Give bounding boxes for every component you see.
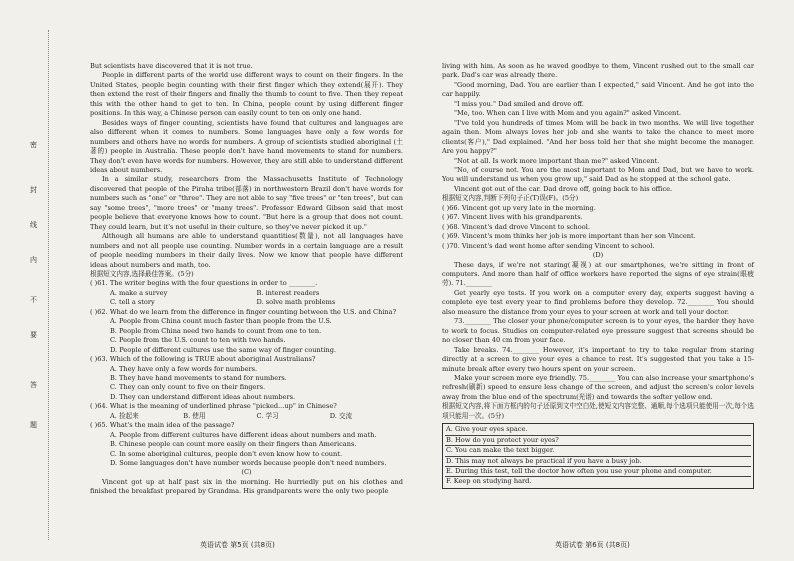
paragraph: "Me, too. When can I live with Mom and you again?" asked Vincent. xyxy=(454,109,681,118)
options-box xyxy=(442,423,754,489)
option[interactable]: A. make a survey xyxy=(110,288,168,297)
paragraph: Besides ways of finger counting, scientists have found that cultures and languages are also different when it comes to numbers. Some languages have only a few words for numbers and others have no words for numbers. A group of scientists studied aboriginal (土著的) people in Australia. These people don't have hand movements to stand for numbers. They don't even have words for numbers. However, they are still able to understand different ideas about numbers. xyxy=(90,118,403,174)
paragraph: "Not at all. Is work more important than me?" asked Vincent. xyxy=(454,156,660,165)
option[interactable]: C. In some aboriginal cultures, people don't even know how to count. xyxy=(110,449,343,458)
tf-item[interactable]: ( )66. Vincent got up very late in the morning. xyxy=(442,203,596,212)
right-column xyxy=(442,62,754,489)
option[interactable]: D. People of different cultures use the same way of finger counting. xyxy=(110,345,337,354)
option[interactable]: C. People from the U.S. count to ten with two hands. xyxy=(110,336,286,345)
option[interactable]: B. They have hand movements to stand for numbers. xyxy=(110,373,287,382)
section-instruction: 根据短文内容,判断下列句子正(T)误(F)。(5分) xyxy=(442,194,579,203)
seal-char: 密 xyxy=(30,141,37,149)
section-instruction: 根据短文内容,选择最佳答案。(5分) xyxy=(90,269,194,278)
seal-line xyxy=(48,30,49,540)
option[interactable]: B. Chinese people can count more easily on their fingers than Americans. xyxy=(110,440,357,449)
paragraph: "Good morning, Dad. You are earlier than I expected," said Vincent. And he got into the car happily. xyxy=(442,80,754,99)
paragraph: 73.________ The closer your phone/computer screen is to your eyes, the harder they have to work to focus. Studies on computer-related eye pressure suggest that screens should be no closer than 40 cm from your face. xyxy=(442,317,754,345)
tf-item[interactable]: ( )68. Vincent's dad drove Vincent to school. xyxy=(442,222,590,231)
paragraph: Make your screen more eye friendly. 75.________ You can also increase your smartphone's refresh(刷新) speed to ensure less change of the screen, and adjust the screen's color levels away from the blue end of the spectrum(光谱) and towards the softer yellow end. xyxy=(442,373,754,401)
section-instruction: 根据短文内容,将下面方框内的句子还原到文中空白处,使短文内容完整、通顺,每个选项只能使用一次,每个选项只能用一次。(5分) xyxy=(442,402,754,420)
seal-char: 题 xyxy=(30,421,37,429)
box-option[interactable]: E. During this test, tell the doctor how often you use your phone and computer. xyxy=(445,467,751,477)
paragraph: living with him. As soon as he waved goodbye to them, Vincent rushed out to the small car park. Dad's car was already there. xyxy=(442,62,754,80)
paragraph: Although all humans are able to understand quantities(数量), not all languages have numbers and not all people use counting. Number words in a certain language are a result of people needing numbers in their daily lives. Now we know that people have different ideas about numbers and math, too. xyxy=(90,232,403,269)
section-heading: (D) xyxy=(592,251,604,260)
page-footer: 英语试卷 第5页 (共8页) xyxy=(200,541,275,549)
seal-char: 不 xyxy=(30,296,37,304)
option[interactable]: A. They have only a few words for numbers. xyxy=(110,364,258,373)
paragraph: Take breaks. 74.________ However, it's important to try to take regular from staring directly at a screen to give your eyes a chance to rest. It's suggested that you take a 15-minute break after every two hours spent on your screen. xyxy=(442,345,754,373)
paragraph: In a similar study, researchers from the Massachusetts Institute of Technology discovered that people of the Piraha tribe(部落) in northwestern Brazil don't have words for numbers such as "one" or "three". They are not able to say "five trees" or "ten trees", but can say "some trees", "more trees" or "many trees". Professor Edward Gibson said that most people believe that everyone knows how to count. "But here is a group that does not count. They could learn, but it's not useful in their culture, so they've never picked it up." xyxy=(90,175,403,231)
question-61: ( )61. The writer begins with the four questions in order to ________. xyxy=(90,279,318,288)
question-63: ( )63. Which of the following is TRUE about aboriginal Australians? xyxy=(90,355,316,364)
option[interactable]: D. solve math problems xyxy=(256,298,336,307)
option[interactable]: A. 捡起来 xyxy=(110,411,139,420)
option[interactable]: C. tell a story xyxy=(110,298,155,307)
option[interactable]: D. 交流 xyxy=(329,411,353,420)
option[interactable]: B. 使用 xyxy=(183,411,206,420)
box-option[interactable]: C. You can make the text bigger. xyxy=(445,446,751,456)
seal-char: 答 xyxy=(30,381,37,389)
option[interactable]: B. interest readers xyxy=(256,288,320,297)
question-62: ( )62. What do we learn from the difference in finger counting between the U.S. and China? xyxy=(90,307,397,316)
seal-char: 封 xyxy=(30,186,37,194)
option[interactable]: B. People from China need two hands to count from one to ten. xyxy=(110,326,322,335)
options-row xyxy=(90,289,403,298)
paragraph: Vincent got out of the car. Dad drove off, going back to his office. xyxy=(454,184,673,193)
question-65: ( )65. What's the main idea of the passage? xyxy=(90,421,235,430)
paragraph: Vincent got up at half past six in the morning. He hurriedly put on his clothes and finished the breakfast prepared by Grandma. His grandparents were the only two people xyxy=(90,477,403,496)
seal-char: 要 xyxy=(30,331,37,339)
box-option[interactable]: B. How do you protect your eyes? xyxy=(445,436,751,446)
box-option[interactable]: D. This may not always be practical if you have a busy job. xyxy=(445,457,751,467)
paragraph: "No, of course not. You are the most important to Mom and Dad, but we have to work. You will understand us when you grow up," said Dad as he stopped at the school gate. xyxy=(442,165,754,184)
page-footer: 英语试卷 第6页 (共8页) xyxy=(555,541,630,549)
paragraph: People in different parts of the world use different ways to count on their fingers. In the United States, people begin counting with their first finger which they extend(展开). They then extend the rest of their fingers and finally the thumb to count to five. Then they repeat this with the other hand to get to ten. In China, people count by using different finger positions. In this way, a Chinese person can easily count to ten on only one hand. xyxy=(90,71,403,118)
box-option[interactable]: F. Keep on studying hard. xyxy=(446,477,532,486)
paragraph: These days, if we're not staring(凝视) at our smartphones, we're sitting in front of computers. And more than half of office workers have reported the signs of eye strain(眼疲劳). 71.________ xyxy=(442,260,754,288)
seal-char: 线 xyxy=(30,221,37,229)
option[interactable]: C. They can only count to five on their fingers. xyxy=(110,383,266,392)
left-column xyxy=(90,62,403,497)
option[interactable]: A. People from China count much faster than people from the U.S. xyxy=(110,317,332,326)
paragraph: But scientists have discovered that it is not true. xyxy=(90,62,253,70)
option[interactable]: D. They can understand different ideas about numbers. xyxy=(110,392,296,401)
options-row xyxy=(90,412,403,421)
paragraph: "I miss you." Dad smiled and drove off. xyxy=(454,99,584,108)
option[interactable]: C. 学习 xyxy=(256,411,279,420)
tf-item[interactable]: ( )69. Vincent's mom thinks her job is more important than her son Vincent. xyxy=(442,232,696,241)
option[interactable]: D. Some languages don't have number words because people don't need numbers. xyxy=(110,459,387,468)
options-row xyxy=(90,298,403,307)
paragraph: "I've told you hundreds of times Mom will be back in two months. We will live together again then. Mom always loves her job and she wants to take the chance to meet more clients(客户)," Dad explained. "And her boss told her that she might become the manager. Are you happy?" xyxy=(442,118,754,156)
seal-char: 内 xyxy=(30,256,37,264)
paragraph: Get yearly eye tests. If you work on a computer every day, experts suggest having a complete eye test every year to find problems before they develop. 72.________ You should also measure the distance from your eyes to your screen at work and tell your doctor. xyxy=(442,288,754,316)
tf-item[interactable]: ( )67. Vincent lives with his grandparents. xyxy=(442,213,583,222)
box-option[interactable]: A. Give your eyes space. xyxy=(445,425,751,435)
tf-item[interactable]: ( )70. Vincent's dad went home after sending Vincent to school. xyxy=(442,241,655,250)
question-64: ( )64. What is the meaning of underlined phrase "picked...up" in Chinese? xyxy=(90,402,337,411)
section-heading: (C) xyxy=(241,468,252,477)
option[interactable]: A. People from different cultures have different ideas about numbers and math. xyxy=(110,430,377,439)
